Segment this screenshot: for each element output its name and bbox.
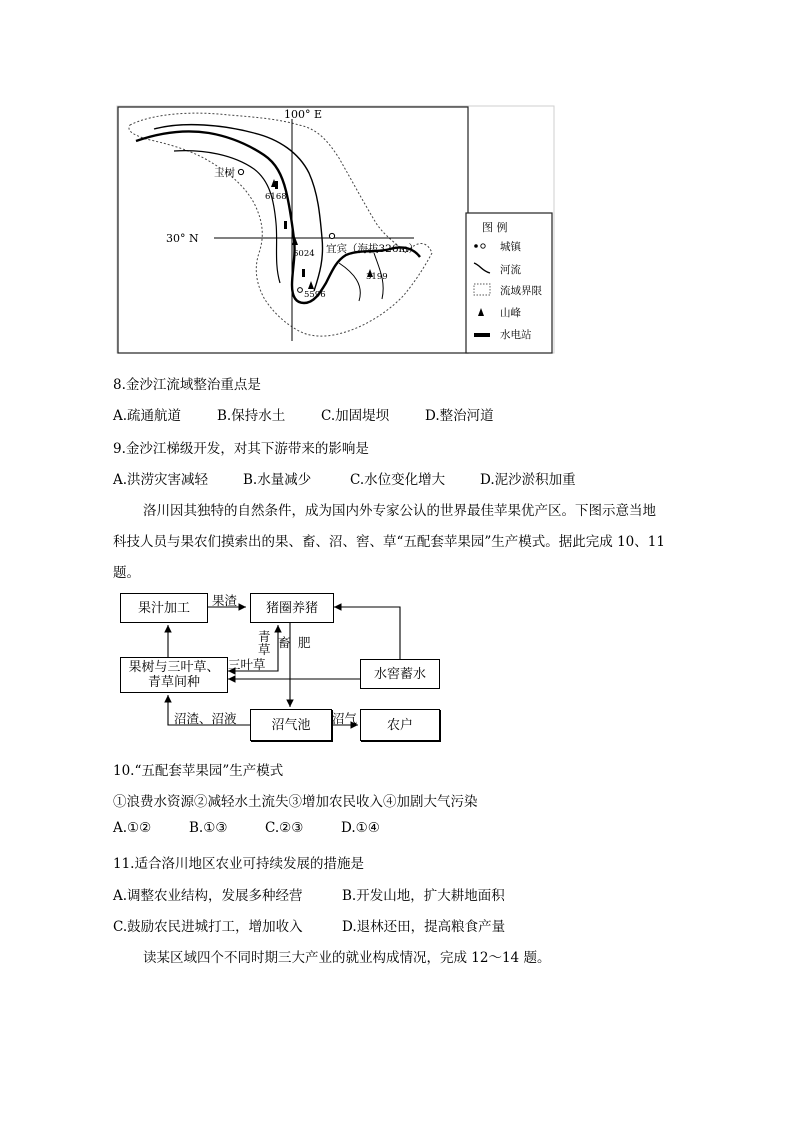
- question-11-options-row2: [113, 915, 505, 935]
- peak-label: 6168: [265, 192, 287, 202]
- question-11-options-row1: [113, 884, 505, 904]
- basin-map: [114, 103, 558, 357]
- legend-item: 水电站: [500, 329, 532, 341]
- option-d[interactable]: D.整治河道: [425, 408, 494, 424]
- option-b[interactable]: B.水量减少: [243, 472, 312, 488]
- label-grass-b: 草: [258, 642, 271, 657]
- town-yibin-label: 宜宾（海拔326m）: [326, 243, 419, 255]
- latitude-label: 30° N: [166, 232, 199, 245]
- legend-item: 流域界限: [500, 285, 542, 297]
- hydropower-station: [284, 221, 287, 229]
- label-gas: 沼气: [332, 711, 358, 726]
- option-b[interactable]: B.①③: [189, 820, 228, 836]
- question-9-stem: 9.金沙江梯级开发，对其下游带来的影响是: [113, 441, 369, 457]
- peak-label: 5596: [304, 290, 326, 300]
- question-8-stem: 8.金沙江流域整治重点是: [113, 377, 261, 393]
- legend-item: 城镇: [500, 241, 521, 253]
- question-10-options: [113, 820, 380, 836]
- option-d[interactable]: D.退林还田，提高粮食产量: [342, 919, 506, 935]
- legend-title: 图 例: [482, 221, 508, 234]
- label-grass-a: 青: [258, 629, 271, 644]
- option-a[interactable]: A.①②: [113, 820, 152, 836]
- box-pig-raising: 猪圈养猪: [250, 593, 334, 623]
- option-d[interactable]: D.泥沙淤积加重: [480, 472, 576, 488]
- longitude-label: 100° E: [284, 108, 323, 121]
- option-a[interactable]: A.洪涝灾害减轻: [113, 472, 209, 488]
- box-water-cellar: 水窖蓄水: [360, 659, 440, 689]
- town-marker: [298, 288, 303, 293]
- question-10-items: ①浪费水资源②减轻水土流失③增加农民收入④加剧大气污染: [113, 794, 478, 810]
- option-c[interactable]: C.水位变化增大: [350, 472, 446, 488]
- option-a[interactable]: A.调整农业结构，发展多种经营: [113, 888, 303, 904]
- hydropower-station: [302, 269, 305, 277]
- town-yushu-label: 玉树: [214, 167, 235, 179]
- label-manure-b: 肥: [298, 635, 311, 650]
- basin-map-figure: [114, 103, 558, 357]
- hydropower-icon: [474, 333, 490, 337]
- option-c[interactable]: C.加固堤坝: [321, 408, 390, 424]
- option-d[interactable]: D.①④: [341, 820, 380, 836]
- option-c[interactable]: C.②③: [265, 820, 304, 836]
- town-marker: [329, 233, 334, 238]
- peak-label: 6024: [293, 249, 315, 259]
- arrow-cellar-to-pig: [334, 607, 400, 659]
- passage-line: 洛川因其独特的自然条件，成为国内外专家公认的世界最佳苹果优产区。下图示意当地: [143, 503, 656, 519]
- option-a[interactable]: A.疏通航道: [113, 408, 182, 424]
- map-legend: [466, 213, 552, 353]
- label-clover: 三叶草: [228, 657, 266, 672]
- orchard-line-2: 青草间种: [147, 675, 200, 690]
- passage-line: 科技人员与果农们摸索出的果、畜、沼、窖、草“五配套苹果园”生产模式。据此完成 10、11: [113, 534, 665, 550]
- label-slurry: 沼渣、沼液: [174, 711, 237, 726]
- town-yushu-marker: [238, 169, 243, 174]
- question-10-stem: 10.“五配套苹果园”生产模式: [113, 763, 284, 779]
- passage-line: 题。: [113, 565, 140, 581]
- option-c[interactable]: C.鼓励农民进城打工，增加收入: [113, 919, 303, 935]
- legend-item: 河流: [500, 264, 521, 276]
- question-9-options: [113, 468, 576, 488]
- box-biogas-pit: 沼气池: [250, 709, 332, 741]
- orchard-line-1: 果树与三叶草、: [128, 660, 220, 675]
- five-supporting-orchard-diagram: [118, 589, 440, 745]
- box-farmer: 农户: [360, 709, 440, 741]
- question-8-options: [113, 404, 494, 424]
- peak-label: 3199: [366, 272, 388, 282]
- label-residue: 果渣: [212, 593, 238, 608]
- option-b[interactable]: B.开发山地，扩大耕地面积: [342, 888, 505, 904]
- passage-line: 读某区域四个不同时期三大产业的就业构成情况，完成 12～14 题。: [143, 950, 551, 966]
- label-manure-a: 畜: [278, 635, 291, 650]
- option-b[interactable]: B.保持水土: [217, 408, 286, 424]
- box-orchard-intercropping: [120, 657, 228, 693]
- question-11-stem: 11.适合洛川地区农业可持续发展的措施是: [113, 856, 364, 872]
- box-juice-processing: 果汁加工: [120, 593, 208, 623]
- legend-item: 山峰: [500, 307, 521, 319]
